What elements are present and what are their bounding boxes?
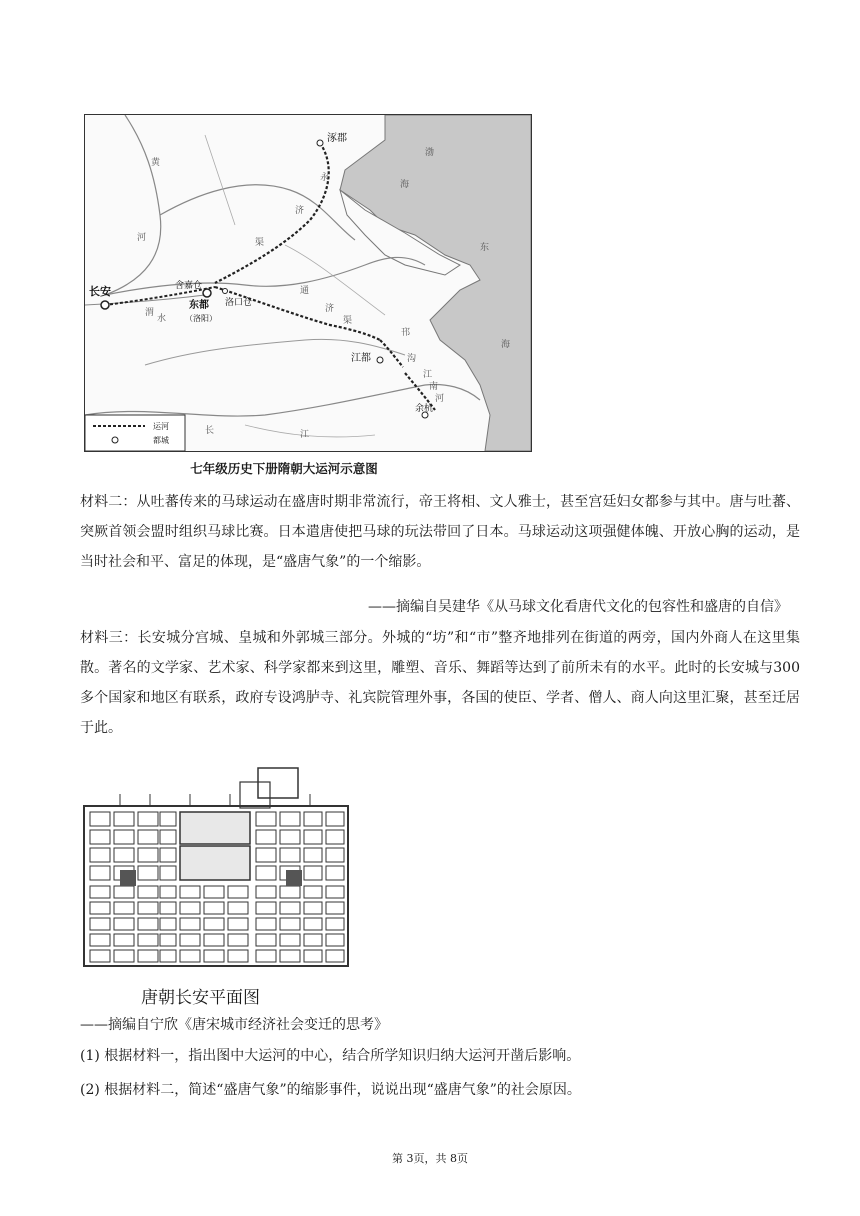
material2-text: 材料二：从吐蕃传来的马球运动在盛唐时期非常流行，帝王将相、文人雅士，甚至宫廷妇女都参与其中。唐与吐蕃、突厥首领会盟时组织马球比赛。日本遣唐使把马球的玩法带回了日本。马球运动这项强健体魄、开放心胸的运动，是当时社会和平、富足的体现，是“盛唐气象”的一个缩影。 bbox=[80, 494, 800, 570]
river-label-ji: 济 bbox=[295, 206, 305, 216]
map-caption: 七年级历史下册隋朝大运河示意图 bbox=[190, 461, 378, 476]
label-zhuojun: 涿郡 bbox=[327, 133, 347, 144]
canal-tongji bbox=[215, 287, 380, 340]
river-label-tongji-ji: 济 bbox=[325, 304, 335, 314]
city-marker-changan bbox=[101, 301, 109, 309]
label-changan: 长安 bbox=[89, 285, 111, 298]
river-label-huang: 黄 bbox=[151, 158, 161, 168]
page-footer: 第 3页，共 8页 bbox=[392, 1152, 468, 1165]
question-1: (1) 根据材料一，指出图中大运河的中心，结合所学知识归纳大运河开凿后影响。 bbox=[80, 1048, 581, 1064]
city-marker-dongdu bbox=[203, 289, 211, 297]
city-marker-zhuojun bbox=[317, 140, 323, 146]
changan-plan-svg bbox=[80, 760, 352, 972]
question-2: (2) 根据材料二，简述“盛唐气象”的缩影事件，说说出现“盛唐气象”的社会原因。 bbox=[80, 1082, 581, 1098]
river-label-yong: 永 bbox=[320, 173, 330, 183]
label-luoyang: （洛阳） bbox=[185, 314, 217, 323]
material2-source: ——摘编自吴建华《从马球文化看唐代文化的包容性和盛唐的自信》 bbox=[368, 599, 788, 615]
legend-capital-label: 都城 bbox=[153, 436, 169, 445]
plan-north-palace bbox=[258, 768, 298, 798]
plan-palace-city bbox=[180, 812, 250, 844]
material3-source: ——摘编自宁欣《唐宋城市经济社会变迁的思考》 bbox=[80, 1017, 388, 1033]
material3-text: 材料三：长安城分宫城、皇城和外郭城三部分。外城的“坊”和“市”整齐地排列在街道的两旁，国内外商人在这里集散。著名的文学家、艺术家、科学家都来到这里，雕塑、音乐、舞蹈等达到了前所未有的水平。此时的长安城与300多个国家和地区有联系，政府专设鸿胪寺、礼宾院管理外事，各国的使臣、学者、僧人、商人向这里汇聚，甚至迁居于此。 bbox=[80, 630, 800, 736]
sea-label-dong: 东 bbox=[480, 243, 490, 253]
city-marker-jiangdu bbox=[377, 357, 383, 363]
river-label-changjiang-jiang: 江 bbox=[300, 430, 310, 440]
tributary-1 bbox=[205, 135, 235, 225]
river-label-jiangnan-he: 河 bbox=[435, 394, 445, 404]
label-luokoucang: 洛口仓 bbox=[225, 298, 253, 308]
legend-box bbox=[85, 415, 185, 451]
river-label-gou: 沟 bbox=[407, 354, 417, 364]
plan-west-market bbox=[120, 870, 136, 886]
river-label-chang: 长 bbox=[205, 426, 215, 436]
river-label-wei: 渭 bbox=[145, 308, 155, 318]
grand-canal-map bbox=[84, 114, 532, 452]
plan-east-market bbox=[286, 870, 302, 886]
river-label-han: 邗 bbox=[401, 328, 411, 338]
plan-caption: 唐朝长安平面图 bbox=[141, 988, 260, 1008]
river-label-qu: 渠 bbox=[255, 238, 265, 248]
legend-capital-symbol bbox=[112, 437, 118, 443]
grand-canal-map-svg bbox=[85, 115, 531, 451]
plan-imperial-city bbox=[180, 846, 250, 880]
yellow-river-lower bbox=[105, 257, 425, 295]
tributary-3 bbox=[245, 425, 375, 437]
label-dongdu: 东都 bbox=[189, 300, 209, 311]
river-label-nan: 南 bbox=[429, 382, 439, 392]
label-jiangdu: 江都 bbox=[351, 353, 371, 364]
river-label-tong: 通 bbox=[300, 286, 310, 296]
sea-label-hai1: 海 bbox=[400, 180, 410, 190]
label-hanjiacang: 含嘉仓 bbox=[175, 281, 203, 291]
river-label-he: 河 bbox=[137, 233, 147, 243]
sea-label-bo: 渤 bbox=[425, 148, 435, 158]
city-marker-luokou bbox=[223, 289, 228, 294]
river-label-shui: 水 bbox=[157, 314, 167, 324]
sea-label-hai2: 海 bbox=[501, 340, 511, 350]
label-yuhang: 余杭 bbox=[415, 404, 434, 414]
legend-canal-label: 运河 bbox=[153, 422, 169, 431]
river-label-tongji-qu: 渠 bbox=[343, 316, 353, 326]
plan-north-palace-2 bbox=[240, 782, 270, 808]
river-label-jiang: 江 bbox=[423, 370, 433, 380]
tributary-2 bbox=[285, 245, 385, 315]
changan-plan-image bbox=[80, 760, 352, 972]
plan-top-marks bbox=[120, 794, 310, 806]
canal-yongji bbox=[215, 143, 329, 283]
